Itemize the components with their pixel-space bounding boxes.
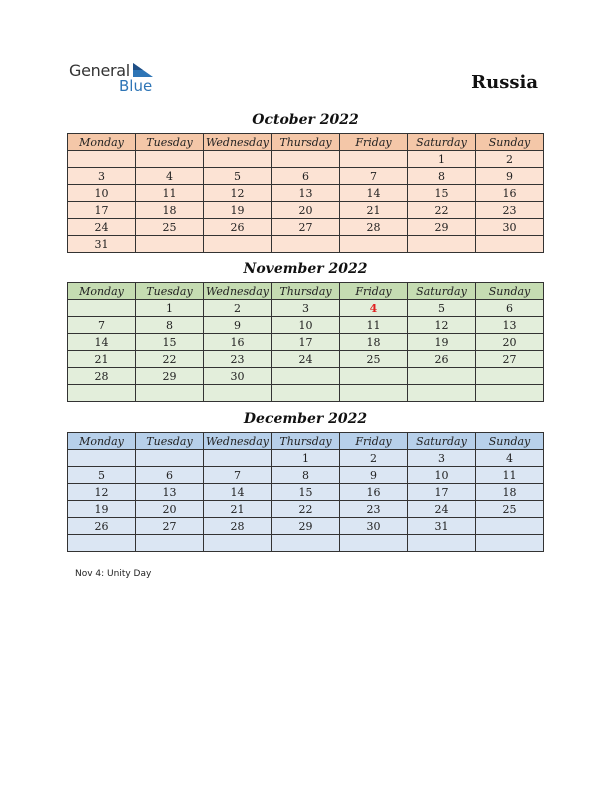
day-cell: 18	[476, 484, 544, 501]
empty-day-cell	[204, 535, 272, 552]
day-cell: 12	[204, 185, 272, 202]
empty-day-cell	[272, 385, 340, 402]
day-cell: 1	[136, 300, 204, 317]
empty-day-cell	[272, 236, 340, 253]
day-cell: 12	[68, 484, 136, 501]
calendar-october	[67, 133, 544, 253]
empty-day-cell	[476, 518, 544, 535]
weekday-header: Thursday	[272, 283, 340, 300]
day-cell: 8	[408, 168, 476, 185]
empty-day-cell	[408, 236, 476, 253]
day-cell: 4	[136, 168, 204, 185]
day-cell: 18	[136, 202, 204, 219]
day-cell: 29	[408, 219, 476, 236]
day-cell: 16	[476, 185, 544, 202]
month-title-november: November 2022	[243, 261, 368, 277]
day-cell: 11	[476, 467, 544, 484]
day-cell: 30	[204, 368, 272, 385]
weekday-header: Wednesday	[204, 283, 272, 300]
day-cell: 9	[340, 467, 408, 484]
empty-day-cell	[204, 236, 272, 253]
day-cell: 19	[408, 334, 476, 351]
week-row	[68, 317, 544, 334]
week-row	[68, 467, 544, 484]
day-cell: 17	[408, 484, 476, 501]
weekday-header: Thursday	[272, 134, 340, 151]
empty-day-cell	[136, 385, 204, 402]
weekday-header: Thursday	[272, 433, 340, 450]
month-title-october: October 2022	[252, 112, 359, 128]
country-title: Russia	[471, 72, 538, 93]
day-cell: 15	[136, 334, 204, 351]
day-cell: 24	[272, 351, 340, 368]
day-cell: 11	[340, 317, 408, 334]
empty-day-cell	[476, 368, 544, 385]
day-cell: 18	[340, 334, 408, 351]
week-row	[68, 168, 544, 185]
day-cell: 14	[204, 484, 272, 501]
weekday-header-row	[68, 433, 544, 450]
weekday-header: Wednesday	[204, 433, 272, 450]
day-cell: 10	[408, 467, 476, 484]
calendar-november	[67, 282, 544, 402]
empty-day-cell	[340, 236, 408, 253]
day-cell: 5	[204, 168, 272, 185]
day-cell: 2	[340, 450, 408, 467]
empty-day-cell	[476, 385, 544, 402]
weekday-header: Monday	[68, 283, 136, 300]
weekday-header: Monday	[68, 134, 136, 151]
day-cell: 3	[68, 168, 136, 185]
day-cell: 17	[272, 334, 340, 351]
day-cell: 10	[272, 317, 340, 334]
day-cell: 9	[476, 168, 544, 185]
weekday-header: Wednesday	[204, 134, 272, 151]
day-cell: 22	[272, 501, 340, 518]
week-row	[68, 535, 544, 552]
day-cell: 28	[68, 368, 136, 385]
weekday-header: Tuesday	[136, 134, 204, 151]
empty-day-cell	[136, 151, 204, 168]
day-cell: 13	[136, 484, 204, 501]
logo-word-general: General	[69, 61, 130, 80]
day-cell: 22	[136, 351, 204, 368]
day-cell: 26	[68, 518, 136, 535]
day-cell: 13	[476, 317, 544, 334]
day-cell: 24	[408, 501, 476, 518]
day-cell: 24	[68, 219, 136, 236]
empty-day-cell	[68, 151, 136, 168]
day-cell: 26	[204, 219, 272, 236]
day-cell: 8	[272, 467, 340, 484]
day-cell: 30	[340, 518, 408, 535]
weekday-header: Saturday	[408, 433, 476, 450]
day-cell: 14	[340, 185, 408, 202]
weekday-header: Saturday	[408, 283, 476, 300]
day-cell: 6	[136, 467, 204, 484]
day-cell: 20	[272, 202, 340, 219]
day-cell: 7	[68, 317, 136, 334]
day-cell: 29	[272, 518, 340, 535]
empty-day-cell	[68, 385, 136, 402]
week-row	[68, 185, 544, 202]
week-row	[68, 351, 544, 368]
weekday-header-row	[68, 134, 544, 151]
day-cell: 8	[136, 317, 204, 334]
weekday-header: Sunday	[476, 134, 544, 151]
holiday-note: Nov 4: Unity Day	[75, 569, 152, 579]
calendar-december	[67, 432, 544, 552]
day-cell: 13	[272, 185, 340, 202]
day-cell: 2	[476, 151, 544, 168]
day-cell: 25	[136, 219, 204, 236]
day-cell: 1	[408, 151, 476, 168]
empty-day-cell	[340, 151, 408, 168]
day-cell: 20	[476, 334, 544, 351]
empty-day-cell	[136, 450, 204, 467]
empty-day-cell	[340, 368, 408, 385]
day-cell: 16	[340, 484, 408, 501]
day-cell: 6	[272, 168, 340, 185]
week-row	[68, 151, 544, 168]
empty-day-cell	[272, 368, 340, 385]
day-cell: 26	[408, 351, 476, 368]
week-row	[68, 501, 544, 518]
week-row	[68, 334, 544, 351]
weekday-header: Tuesday	[136, 283, 204, 300]
empty-day-cell	[476, 236, 544, 253]
day-cell: 4	[476, 450, 544, 467]
day-cell: 5	[68, 467, 136, 484]
weekday-header: Friday	[340, 433, 408, 450]
empty-day-cell	[68, 535, 136, 552]
week-row	[68, 385, 544, 402]
holiday-day-cell: 4	[340, 300, 408, 317]
empty-day-cell	[136, 236, 204, 253]
week-row	[68, 484, 544, 501]
week-row	[68, 368, 544, 385]
day-cell: 30	[476, 219, 544, 236]
day-cell: 1	[272, 450, 340, 467]
empty-day-cell	[408, 385, 476, 402]
day-cell: 6	[476, 300, 544, 317]
general-blue-logo	[69, 61, 169, 97]
empty-day-cell	[136, 535, 204, 552]
day-cell: 31	[68, 236, 136, 253]
empty-day-cell	[272, 151, 340, 168]
day-cell: 20	[136, 501, 204, 518]
empty-day-cell	[68, 300, 136, 317]
weekday-header: Sunday	[476, 283, 544, 300]
week-row	[68, 450, 544, 467]
day-cell: 19	[68, 501, 136, 518]
weekday-header: Sunday	[476, 433, 544, 450]
day-cell: 21	[204, 501, 272, 518]
day-cell: 15	[408, 185, 476, 202]
day-cell: 29	[136, 368, 204, 385]
day-cell: 23	[476, 202, 544, 219]
day-cell: 23	[340, 501, 408, 518]
empty-day-cell	[476, 535, 544, 552]
week-row	[68, 300, 544, 317]
day-cell: 5	[408, 300, 476, 317]
weekday-header: Friday	[340, 283, 408, 300]
day-cell: 9	[204, 317, 272, 334]
weekday-header: Saturday	[408, 134, 476, 151]
empty-day-cell	[340, 535, 408, 552]
weekday-header: Tuesday	[136, 433, 204, 450]
empty-day-cell	[68, 450, 136, 467]
day-cell: 21	[68, 351, 136, 368]
day-cell: 10	[68, 185, 136, 202]
empty-day-cell	[204, 450, 272, 467]
week-row	[68, 236, 544, 253]
day-cell: 7	[340, 168, 408, 185]
week-row	[68, 518, 544, 535]
empty-day-cell	[204, 151, 272, 168]
day-cell: 25	[476, 501, 544, 518]
day-cell: 17	[68, 202, 136, 219]
empty-day-cell	[204, 385, 272, 402]
month-title-december: December 2022	[243, 411, 368, 427]
weekday-header: Monday	[68, 433, 136, 450]
logo-triangle-icon	[133, 63, 153, 77]
day-cell: 28	[204, 518, 272, 535]
day-cell: 19	[204, 202, 272, 219]
day-cell: 27	[476, 351, 544, 368]
empty-day-cell	[408, 368, 476, 385]
day-cell: 22	[408, 202, 476, 219]
day-cell: 16	[204, 334, 272, 351]
day-cell: 7	[204, 467, 272, 484]
day-cell: 15	[272, 484, 340, 501]
empty-day-cell	[272, 535, 340, 552]
day-cell: 12	[408, 317, 476, 334]
week-row	[68, 202, 544, 219]
empty-day-cell	[408, 535, 476, 552]
day-cell: 21	[340, 202, 408, 219]
day-cell: 27	[136, 518, 204, 535]
day-cell: 3	[408, 450, 476, 467]
day-cell: 14	[68, 334, 136, 351]
day-cell: 31	[408, 518, 476, 535]
day-cell: 3	[272, 300, 340, 317]
day-cell: 2	[204, 300, 272, 317]
day-cell: 28	[340, 219, 408, 236]
empty-day-cell	[340, 385, 408, 402]
day-cell: 23	[204, 351, 272, 368]
weekday-header: Friday	[340, 134, 408, 151]
day-cell: 25	[340, 351, 408, 368]
day-cell: 27	[272, 219, 340, 236]
weekday-header-row	[68, 283, 544, 300]
week-row	[68, 219, 544, 236]
day-cell: 11	[136, 185, 204, 202]
logo-word-blue: Blue	[119, 77, 153, 95]
